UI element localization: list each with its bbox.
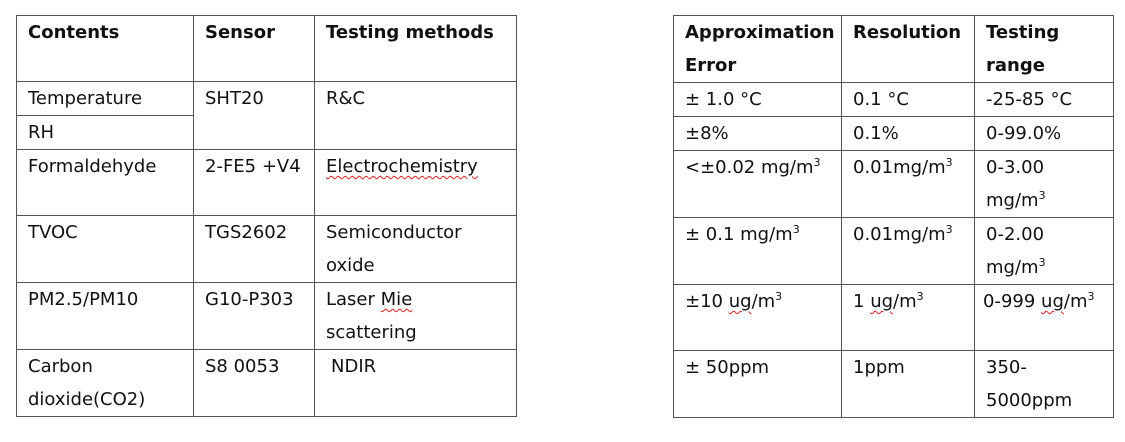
cell-rh-resolution: 0.1% [842,117,975,151]
pm-resolution-suffix: /m [893,291,917,312]
header-row [17,16,517,82]
cell-co2-resolution: 1ppm [842,351,975,418]
header-range-line1: Testing [986,22,1060,43]
tvoc-resolution-text: 0.01mg/m [853,224,946,245]
pm-range-prefix: 0-999 [983,291,1042,312]
cell-temp-resolution: 0.1 °C [842,83,975,117]
tvoc-method-line2: oxide [326,255,375,276]
sensor-table [16,15,517,417]
cell-temp-error: ± 1.0 °C [674,83,842,117]
header-testing-methods: Testing methods [315,16,517,82]
form-range-line2: mg/m [986,190,1039,211]
pm-error-prefix: ±10 [685,291,729,312]
cube-superscript: 3 [792,223,800,236]
pm-resolution-prefix: 1 [853,291,871,312]
form-error-text: <±0.02 mg/m [685,157,814,178]
co2-range-line1: 350- [986,357,1027,378]
table-row [674,83,1114,117]
cube-superscript: 3 [1038,256,1046,269]
cube-superscript: 3 [945,156,953,169]
header-error-line2: Error [685,55,737,76]
accuracy-table [673,15,1114,418]
table-row [17,350,517,417]
cell-formaldehyde-sensor: 2-FE5 +V4 [194,150,315,216]
table-row [674,117,1114,151]
tvoc-range-line2: mg/m [986,257,1039,278]
cell-formaldehyde-method [315,150,517,216]
cell-form-range [975,151,1114,218]
header-row [674,16,1114,83]
cell-pm-range [975,285,1114,351]
cell-tvoc-sensor: TGS2602 [194,216,315,283]
pm-range-suffix: /m [1063,291,1088,312]
cell-temp-range: -25-85 °C [975,83,1114,117]
co2-line2: dioxide(CO2) [28,389,146,410]
pm-resolution-unit: ug [870,291,894,312]
table-row [17,216,517,283]
cell-rc-method: R&C [315,82,517,150]
tvoc-error-text: ± 0.1 mg/m [685,224,793,245]
cell-co2-error: ± 50ppm [674,351,842,418]
cell-tvoc-error [674,218,842,285]
cube-superscript: 3 [813,156,821,169]
cell-co2-method [315,350,517,417]
pm-method-line2: scattering [326,322,417,343]
pm-error-suffix: /m [751,291,776,312]
pm-range-unit: ug [1041,291,1064,312]
cell-temperature: Temperature [17,82,194,116]
cell-pm-sensor: G10-P303 [194,283,315,350]
cell-formaldehyde: Formaldehyde [17,150,194,216]
header-approximation-error [674,16,842,83]
cell-pm-error [674,285,842,351]
cell-pm-method [315,283,517,350]
tvoc-range-line1: 0-2.00 [986,224,1045,245]
header-testing-range [975,16,1114,83]
cell-tvoc-method [315,216,517,283]
cell-co2-range [975,351,1114,418]
cell-co2-sensor: S8 0053 [194,350,315,417]
cell-pm-resolution [842,285,975,351]
cell-tvoc: TVOC [17,216,194,283]
co2-method-text: NDIR [331,356,377,377]
cube-superscript: 3 [945,223,953,236]
cell-rh: RH [17,116,194,150]
cell-form-resolution [842,151,975,218]
cell-form-error [674,151,842,218]
pm-error-unit: ug [728,291,752,312]
cell-co2 [17,350,194,417]
header-range-line2: range [986,55,1045,76]
header-sensor: Sensor [194,16,315,82]
form-range-line1: 0-3.00 [986,157,1045,178]
co2-range-line2: 5000ppm [986,390,1073,411]
cube-superscript: 3 [916,290,924,303]
cell-tvoc-range [975,218,1114,285]
tvoc-method-line1: Semiconductor [326,222,462,243]
cell-tvoc-resolution [842,218,975,285]
cell-pm: PM2.5/PM10 [17,283,194,350]
pm-method-mie: Mie [380,289,413,310]
table-row [674,218,1114,285]
table-row [17,150,517,216]
cell-rh-error: ±8% [674,117,842,151]
header-contents: Contents [17,16,194,82]
header-error-line1: Approximation [685,22,835,43]
cell-rh-range: 0-99.0% [975,117,1114,151]
table-row [674,285,1114,351]
table-row [17,283,517,350]
form-resolution-text: 0.01mg/m [853,157,946,178]
table-row [17,82,517,116]
pm-method-laser: Laser [326,289,375,310]
header-resolution: Resolution [842,16,975,83]
formaldehyde-method-text: Electrochemistry [326,156,478,177]
cube-superscript: 3 [1038,189,1046,202]
cube-superscript: 3 [1087,290,1095,303]
cell-sht-sensor: SHT20 [194,82,315,150]
co2-line1: Carbon [28,356,93,377]
cube-superscript: 3 [775,290,783,303]
table-row [674,351,1114,418]
table-row [674,151,1114,218]
